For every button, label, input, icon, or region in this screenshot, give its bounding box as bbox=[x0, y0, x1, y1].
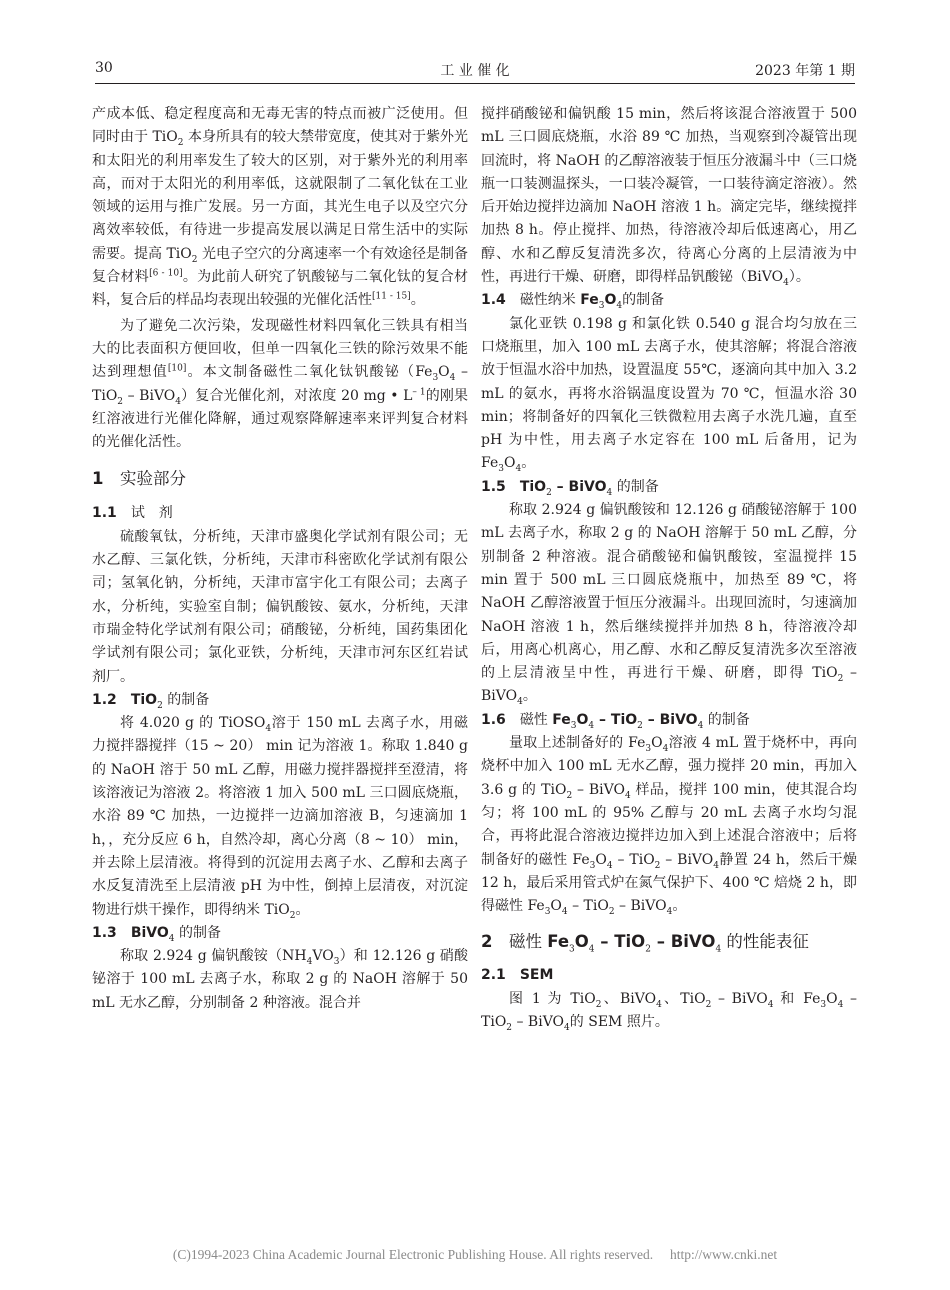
paragraph-intro-cont: 产成本低、稳定程度高和无毒无害的特点而被广泛使用。但同时由于 TiO$_2$ 本身所具有的较大禁带宽度，使其对于紫外光和太阳光的利用率发生了较大的区别，对于紫外光的利用率高，而对于太阳光的利用率低，这就限制了二氧化钛在工业领域的运用与推广发展。另一方面，其光生电子以及空穴分离效率较低，有待进一步提高发展以满足日常生活中的实际需要。提高 TiO$_2$ 光电子空穴的分离速率一个有效途径是制备复合材料[6 - 10]。为此前人研究了钒酸铋与二氧化钛的复合材料，复合后的样品均表现出较强的光催化活性[11 - 15]。 bbox=[92, 106, 469, 309]
citation: [10] bbox=[167, 363, 187, 374]
copyright-footer: (C)1994-2023 China Academic Journal Electronic Publishing House. All rights reserved. http://www.cnki.net bbox=[172, 1247, 778, 1262]
page-number: 30 bbox=[95, 60, 113, 76]
journal-issue: 2023 年第 1 期 bbox=[755, 63, 855, 79]
paragraph-composite-prep: 量取上述制备好的 $Fe_3O_4$溶液 4 mL 置于烧杯中，再向烧杯中加入 100 mL 无水乙醇，强力搅拌 20 min，再加入 3.6 g 的 TiO$_2$ – BiVO$_4$ 样品，搅拌 100 min，使其混合均匀；将 100 mL 的 95% 乙醇与 20 mL 去离子水均匀混合，再将此混合溶液边搅拌边加入到上述混合溶液中；后将制备好的磁性 $Fe_3O_4 - TiO_2$ – BiVO$_4$静置 24 h，然后干燥 12 h，最后采用管式炉在氮气保护下、400 ℃ 焙烧 2 h，即得磁性 $Fe_3O_4 - TiO_2$ – BiVO$_4$。 bbox=[481, 735, 858, 917]
paragraph-sem: 图 1 为 TiO$_2$、BiVO$_4$、TiO$_2$ – BiVO$_4$ 和 $Fe_3O_4 - TiO_2$ – BiVO$_4$的 SEM 照片。 bbox=[481, 990, 857, 1033]
subsection-heading-1-2: 1.2 TiO$_2$ 的制备 bbox=[92, 691, 210, 711]
paragraph-intro-2: 为了避免二次污染，发现磁性材料四氧化三铁具有相当大的比表面积方便回收，但单一四氧化三铁的除污效果不能达到理想值[10]。本文制备磁性二氧化钛钒酸铋（$Fe_3O_4 - TiO_2$ – BiVO$_4$）复合光催化剂，对浓度 20 mg • $L^{- 1}$的刚果红溶液进行光催化降解，通过观察降解速率来评判复合材料的光催化活性。 bbox=[92, 317, 469, 451]
citation: [6 - 10] bbox=[149, 268, 183, 279]
paragraph-bivo4-prep: 称取 2.924 g 偏钒酸铵$(NH_4VO_3)$和 12.126 g 硝酸铋溶于 100 mL 去离子水，称取 2 g 的 NaOH 溶解于 50 mL 无水乙醇，分别制备 2 种溶液。混合并 bbox=[92, 948, 468, 1011]
right-column bbox=[481, 103, 857, 1034]
citation: [11 - 15] bbox=[372, 291, 411, 302]
paragraph-tio2-prep: 将 4.020 g 的 TiOSO$_4$溶于 150 mL 去离子水，用磁力搅拌器搅拌（15 ~ 20） min 记为溶液 1。称取 1.840 g 的 NaOH 溶于 50 mL 乙醇，用磁力搅拌器搅拌至澄清，将该溶液记为溶液 2。将溶液 1 加入 500 mL 三口圆底烧瓶，水浴 89 ℃ 加热，一边搅拌一边滴加溶液 B，匀速滴加 1 h，，充分反应 6 h，自然冷却，离心分离（8 ~ 10） min，并去除上层清液。将得到的沉淀用去离子水、乙醇和去离子水反复清洗至上层清液 pH 为中性，倒掉上层清夜，对沉淀物进行烘干操作，即得纳米 TiO$_2$。 bbox=[92, 715, 468, 921]
journal-title: 工 业 催 化 bbox=[440, 63, 510, 79]
header-rule bbox=[95, 83, 855, 84]
subsection-heading-1-3: 1.3 BiVO$_4$ 的制备 bbox=[92, 924, 221, 944]
subsection-heading-1-1: 1.1 试 剂 bbox=[92, 505, 173, 522]
paragraph-fe3o4-prep: 氯化亚铁 0.198 g 和氯化铁 0.540 g 混合均匀放在三口烧瓶里，加入 100 mL 去离子水，使其溶解；将混合溶液放于恒温水浴中加热，设置温度 55℃，逐滴向其中加入 3.2 mL 的氨水，再将水浴锅温度设置为 70 ℃，恒温水浴 30 min；将制备好的四氧化三铁微粒用去离子水洗几遍，直至 pH 为中性，用去离子水定容在 100 mL 后备用，记为 $Fe_3O_4$。 bbox=[481, 315, 857, 475]
section-heading-1: 1 实验部分 bbox=[92, 469, 186, 489]
left-column bbox=[92, 103, 468, 1015]
subsection-heading-1-6: 1.6 磁性 $Fe_3O_4 - TiO_2$ – BiVO$_4$ 的制备 bbox=[481, 711, 750, 731]
section-heading-2: 2 磁性 $Fe_3O_4 - TiO_2$ – BiVO$_4$ 的性能表征 bbox=[481, 932, 809, 955]
subsection-heading-1-5: 1.5 TiO$_2$ – BiVO$_4$ 的制备 bbox=[481, 478, 659, 498]
paragraph-tio2-bivo4-prep: 称取 2.924 g 偏钒酸铵和 12.126 g 硝酸铋溶解于 100 mL 去离子水，称取 2 g 的 NaOH 溶解于 50 mL 乙醇，分别制备 2 种溶液。混合硝酸铋和偏钒酸铵，室温搅拌 15 min 置于 500 mL 三口圆底烧瓶中，加热至 89 ℃，将 NaOH 乙醇溶液置于恒压分液漏斗。出现回流时，匀速滴加 NaOH 溶液 1 h，然后继续搅拌并加热 8 h，待溶液冷却后，用离心机离心，用乙醇、水和乙醇反复清洗多次至溶液的上层清液呈中性，再进行干燥、研磨，即得 TiO$_2$ – BiVO$_4$。 bbox=[481, 502, 857, 708]
subsection-heading-2-1: 2.1 SEM bbox=[481, 967, 554, 984]
paragraph-bivo4-cont: 搅拌硝酸铋和偏钒酸 15 min，然后将该混合溶液置于 500 mL 三口圆底烧瓶，水浴 89 ℃ 加热，当观察到冷凝管出现回流时，将 NaOH 的乙醇溶液装于恒压分液漏斗中（三口烧瓶一口装测温探头，一口装冷凝管，一口装待滴定溶液）。然后开始边搅拌边滴加 NaOH 溶液 1 h。滴定完毕，继续搅拌加热 8 h。停止搅拌、加热，待溶液冷却后低速离心，用乙醇、水和乙醇反复清洗多次，待离心分离的上层清液为中性，再进行干燥、研磨，即得样品钒酸铋（BiVO$_4$）。 bbox=[481, 106, 857, 288]
paragraph-reagents: 硫酸氧钛，分析纯，天津市盛奥化学试剂有限公司；无水乙醇、三氯化铁，分析纯，天津市科密欧化学试剂有限公司；氢氧化钠，分析纯，天津市富宇化工有限公司；去离子水，分析纯，实验室自制；偏钒酸铵、氨水，分析纯，天津市瑞金特化学试剂有限公司；硝酸铋，分析纯，国药集团化学试剂有限公司；氯化亚铁，分析纯，天津市河东区红岩试剂厂。 bbox=[92, 528, 468, 685]
subsection-heading-1-4: 1.4 磁性纳米 $Fe_3O_4$的制备 bbox=[481, 292, 665, 312]
